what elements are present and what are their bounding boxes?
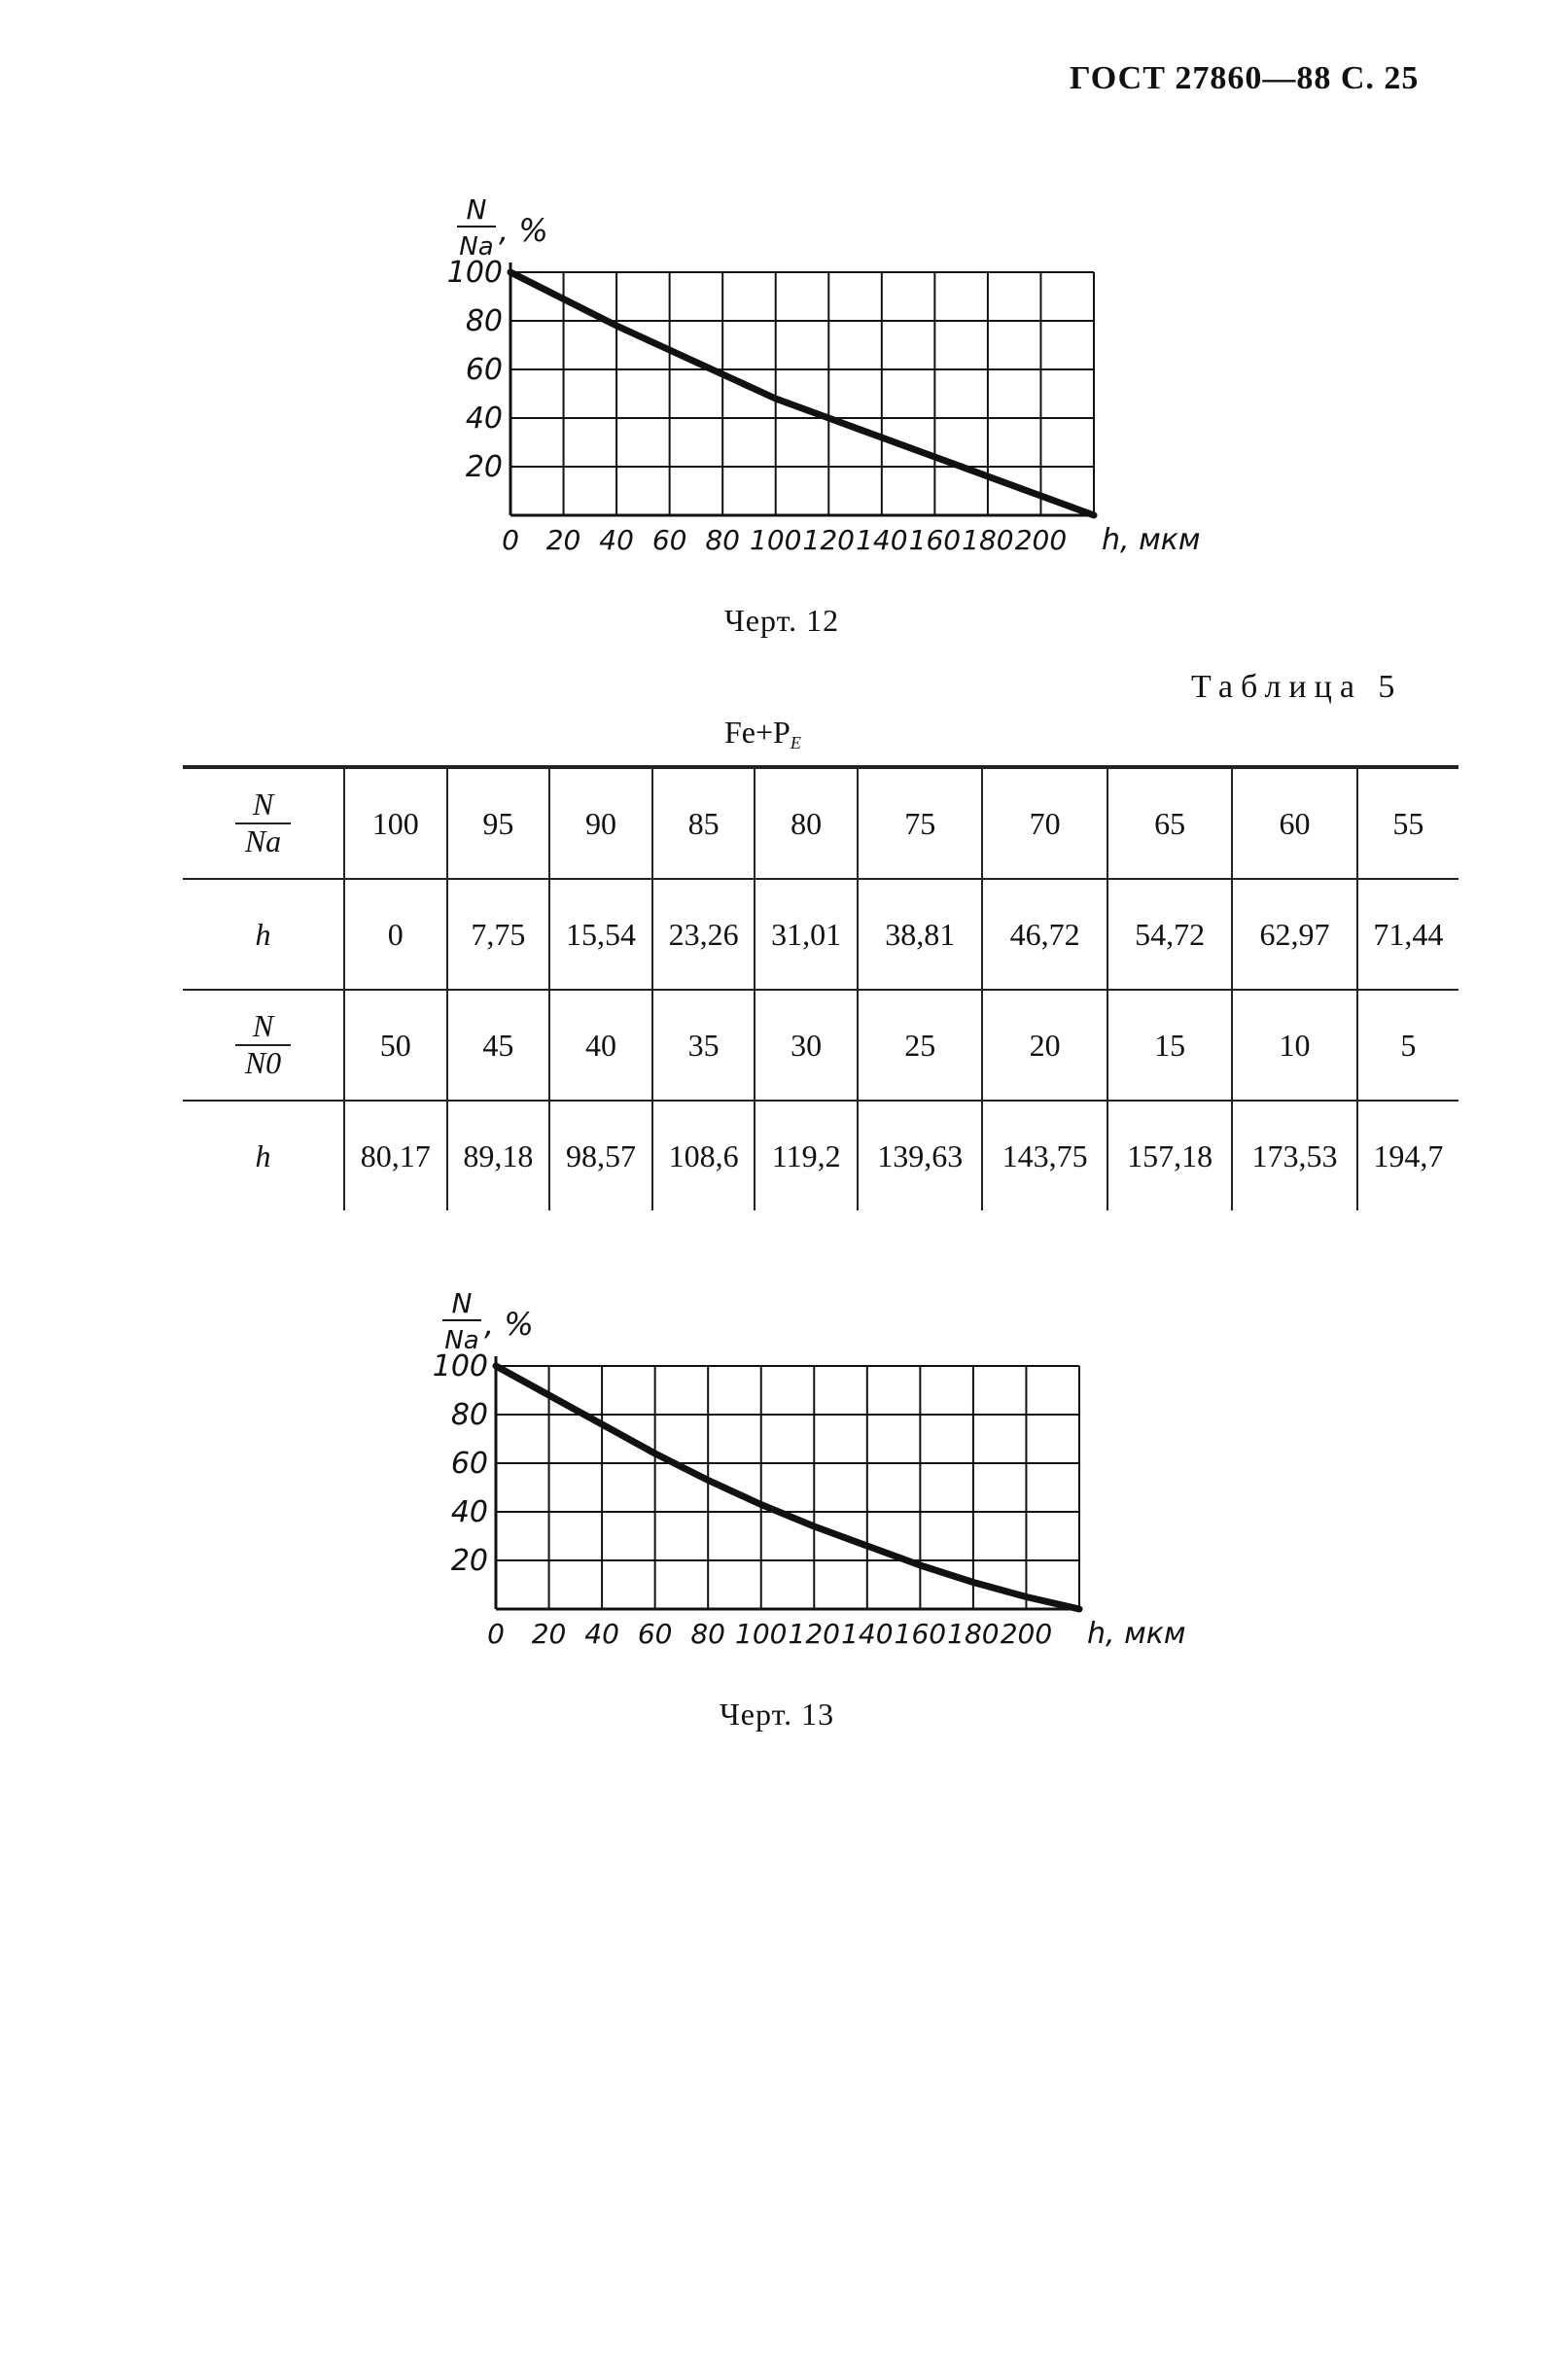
table-cell: 50 bbox=[344, 990, 447, 1101]
table-cell: 143,75 bbox=[982, 1101, 1107, 1210]
page-header: ГОСТ 27860—88 С. 25 bbox=[1070, 60, 1420, 96]
table-cell: 30 bbox=[755, 990, 858, 1101]
chart-12-svg bbox=[408, 180, 1206, 574]
y-label-denominator: Na bbox=[444, 1326, 479, 1355]
table-row bbox=[183, 879, 1458, 990]
y-tick-label: 100 bbox=[432, 1349, 488, 1383]
y-tick-label: 40 bbox=[450, 1495, 488, 1529]
row-header bbox=[183, 990, 344, 1101]
x-tick-label: 200 bbox=[1014, 524, 1068, 556]
x-tick-label: 40 bbox=[584, 1618, 619, 1650]
table-cell: 85 bbox=[652, 767, 755, 879]
row-header: h bbox=[255, 1138, 271, 1173]
table-cell: 194,7 bbox=[1357, 1101, 1458, 1210]
x-tick-label: 120 bbox=[802, 524, 855, 556]
x-tick-label: 20 bbox=[545, 524, 581, 556]
x-tick-label: 100 bbox=[735, 1618, 788, 1650]
y-label-numerator: N bbox=[466, 193, 487, 226]
x-tick-label: 100 bbox=[750, 524, 802, 556]
chart-12 bbox=[408, 180, 1206, 574]
table-subtitle-main: Fe+P bbox=[724, 715, 791, 750]
table-cell: 15,54 bbox=[549, 879, 652, 990]
x-tick-label: 20 bbox=[531, 1618, 567, 1650]
table-cell: 62,97 bbox=[1232, 879, 1356, 990]
table-cell: 60 bbox=[1232, 767, 1356, 879]
fraction-numerator: N bbox=[235, 788, 291, 823]
table-row bbox=[183, 990, 1458, 1101]
table-cell: 173,53 bbox=[1232, 1101, 1356, 1210]
table-subtitle bbox=[724, 715, 801, 753]
y-label-denominator: Na bbox=[459, 232, 494, 262]
table-cell: 46,72 bbox=[982, 879, 1107, 990]
fraction-denominator: N0 bbox=[244, 1044, 282, 1080]
x-tick-label: 40 bbox=[599, 524, 634, 556]
table-cell: 0 bbox=[344, 879, 447, 990]
x-axis-label: h, мкм bbox=[1087, 1617, 1186, 1651]
x-axis-label: h, мкм bbox=[1102, 523, 1201, 557]
x-tick-label: 120 bbox=[788, 1618, 840, 1650]
table-cell: 90 bbox=[549, 767, 652, 879]
table-row bbox=[183, 767, 1458, 879]
table-cell: 23,26 bbox=[652, 879, 755, 990]
chart-13-svg bbox=[394, 1274, 1191, 1667]
chart-13 bbox=[394, 1274, 1191, 1667]
x-tick-label: 0 bbox=[487, 1618, 505, 1650]
y-tick-label: 100 bbox=[446, 256, 503, 290]
table-cell: 100 bbox=[344, 767, 447, 879]
x-tick-label: 80 bbox=[705, 524, 741, 556]
y-tick-label: 20 bbox=[465, 450, 503, 484]
table-cell: 119,2 bbox=[755, 1101, 858, 1210]
table-cell: 95 bbox=[447, 767, 550, 879]
chart-grid bbox=[496, 1366, 1079, 1609]
y-tick-label: 20 bbox=[450, 1544, 488, 1578]
table-cell: 80 bbox=[755, 767, 858, 879]
table-cell: 7,75 bbox=[447, 879, 550, 990]
table-cell: 45 bbox=[447, 990, 550, 1101]
table-cell: 80,17 bbox=[344, 1101, 447, 1210]
table-cell: 75 bbox=[858, 767, 982, 879]
fraction bbox=[235, 1009, 291, 1079]
fraction bbox=[235, 788, 291, 858]
table-subtitle-sub: E bbox=[790, 733, 801, 752]
table-cell: 20 bbox=[982, 990, 1107, 1101]
y-tick-label: 80 bbox=[465, 304, 503, 338]
table-cell: 89,18 bbox=[447, 1101, 550, 1210]
x-tick-label: 180 bbox=[947, 1618, 1000, 1650]
chart-grid bbox=[510, 272, 1094, 515]
y-tick-label: 40 bbox=[465, 402, 503, 436]
y-tick-label: 60 bbox=[465, 353, 503, 387]
row-header: h bbox=[255, 916, 271, 952]
table-row bbox=[183, 1101, 1458, 1210]
y-tick-label: 60 bbox=[450, 1447, 488, 1481]
table-cell: 70 bbox=[982, 767, 1107, 879]
table-cell: 5 bbox=[1357, 990, 1458, 1101]
x-tick-label: 200 bbox=[1000, 1618, 1053, 1650]
y-label-numerator: N bbox=[451, 1287, 473, 1319]
table-cell: 139,63 bbox=[858, 1101, 982, 1210]
table-cell: 71,44 bbox=[1357, 879, 1458, 990]
x-tick-label: 160 bbox=[908, 524, 962, 556]
data-curve bbox=[510, 272, 1094, 515]
x-tick-label: 160 bbox=[894, 1618, 947, 1650]
table-cell: 35 bbox=[652, 990, 755, 1101]
x-tick-label: 60 bbox=[651, 524, 687, 556]
x-tick-label: 140 bbox=[841, 1618, 894, 1650]
data-table bbox=[183, 765, 1458, 1210]
x-tick-label: 140 bbox=[856, 524, 908, 556]
table-cell: 98,57 bbox=[549, 1101, 652, 1210]
y-label-unit: , % bbox=[499, 212, 548, 249]
x-tick-label: 180 bbox=[962, 524, 1014, 556]
data-curve bbox=[496, 1366, 1079, 1609]
table-cell: 25 bbox=[858, 990, 982, 1101]
table-cell: 40 bbox=[549, 990, 652, 1101]
row-header bbox=[183, 767, 344, 879]
table-cell: 108,6 bbox=[652, 1101, 755, 1210]
chart-13-caption: Черт. 13 bbox=[720, 1697, 835, 1732]
table-cell: 15 bbox=[1107, 990, 1232, 1101]
table-cell: 65 bbox=[1107, 767, 1232, 879]
table-cell: 55 bbox=[1357, 767, 1458, 879]
table-cell: 31,01 bbox=[755, 879, 858, 990]
table-title: Таблица 5 bbox=[1191, 669, 1403, 705]
x-tick-label: 0 bbox=[502, 524, 519, 556]
table-cell: 54,72 bbox=[1107, 879, 1232, 990]
table-cell: 38,81 bbox=[858, 879, 982, 990]
fraction-denominator: Na bbox=[244, 822, 282, 858]
x-tick-label: 80 bbox=[690, 1618, 726, 1650]
y-tick-label: 80 bbox=[450, 1398, 488, 1432]
table-cell: 10 bbox=[1232, 990, 1356, 1101]
fraction-numerator: N bbox=[235, 1009, 291, 1045]
x-tick-label: 60 bbox=[637, 1618, 673, 1650]
table-cell: 157,18 bbox=[1107, 1101, 1232, 1210]
y-label-unit: , % bbox=[484, 1306, 534, 1343]
chart-12-caption: Черт. 12 bbox=[724, 603, 840, 638]
